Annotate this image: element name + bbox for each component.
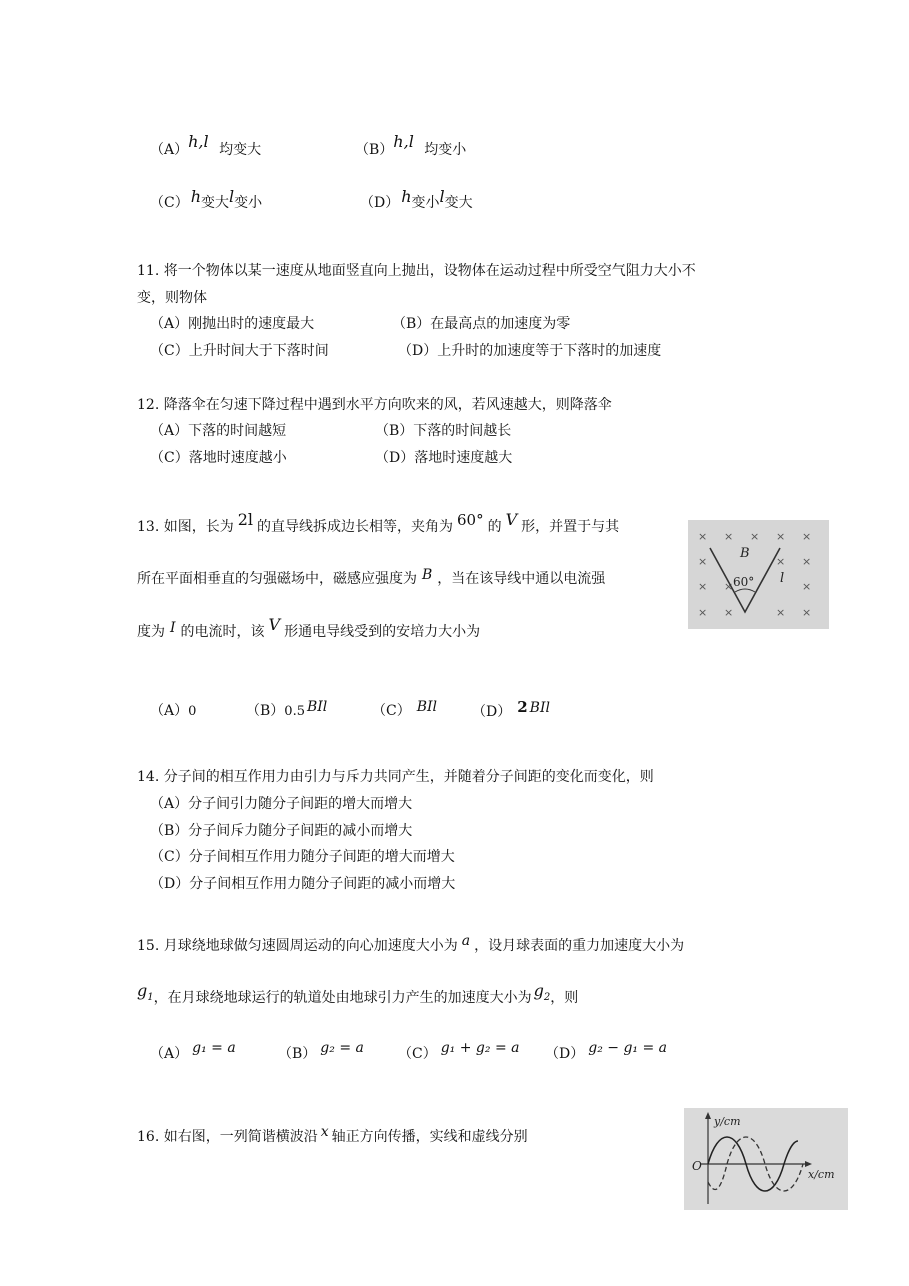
- q15-option-d: （D） g₂ − g₁ = a: [545, 1040, 667, 1062]
- y-axis-arrow-icon: [705, 1112, 711, 1119]
- field-cross-icon: ×: [776, 530, 786, 543]
- q15-option-a: （A） g₁ = a: [150, 1040, 236, 1062]
- q13-stem-line1: 13. 如图，长为 2l 的直导线拆成边长相等，夹角为 60° 的 V 形，并置于与其: [137, 510, 620, 535]
- field-cross-icon: ×: [802, 530, 812, 543]
- x-axis-label: x/cm: [808, 1168, 835, 1181]
- x-axis-arrow-icon: [805, 1161, 812, 1167]
- q10-option-a: （A）h,l 均变大: [150, 132, 262, 158]
- q11-stem-line2: 变，则物体: [137, 290, 207, 306]
- q15-stem-line2: $g_1$，在月球绕地球运行的轨道处由地球引力产生的加速度大小为 $g_2$，则: [137, 981, 579, 1006]
- q15-stem-line1: 15. 月球绕地球做匀速圆周运动的向心加速度大小为 a ，设月球表面的重力加速度大小为: [137, 933, 685, 954]
- field-cross-icon: ×: [698, 580, 708, 593]
- q11-option-d: （D）上升时的加速度等于下落时的加速度: [398, 343, 662, 359]
- q13-stem-line2: 所在平面相垂直的匀强磁场中，磁感应强度为 B ，当在该导线中通以电流强: [137, 567, 606, 587]
- q13-option-d: （D） 2 BIl: [472, 698, 550, 720]
- q13-figure-svg: [688, 520, 829, 629]
- field-cross-icon: ×: [698, 555, 708, 568]
- cross-marks: [698, 530, 811, 619]
- q14-option-d: （D）分子间相互作用力随分子间距的减小而增大: [150, 876, 456, 892]
- q12-option-b: （B）下落的时间越长: [375, 423, 512, 439]
- field-cross-icon: ×: [802, 555, 812, 568]
- q15-option-c: （C） g₁ + g₂ = a: [398, 1040, 520, 1062]
- field-cross-icon: ×: [698, 606, 708, 619]
- angle-arc: [735, 589, 755, 592]
- angle-label: 60°: [733, 575, 755, 589]
- q16-wave-figure: [684, 1108, 848, 1210]
- q13-option-c: （C） BIl: [372, 699, 438, 719]
- q11-stem-line1: 11. 将一个物体以某一速度从地面竖直向上抛出，设物体在运动过程中所受空气阻力大小不: [137, 263, 696, 279]
- q12-option-a: （A）下落的时间越短: [150, 423, 287, 439]
- g1-symbol: $g_1$: [137, 981, 154, 1004]
- q11-option-c: （C）上升时间大于下落时间: [150, 343, 329, 359]
- field-cross-icon: ×: [776, 606, 786, 619]
- field-cross-icon: ×: [802, 580, 812, 593]
- field-cross-icon: ×: [750, 530, 760, 543]
- q11-option-a: （A）刚抛出时的速度最大: [150, 316, 315, 332]
- q13-option-a: （A）0: [150, 703, 197, 719]
- q10-option-b: （B）h,l 均变小: [355, 132, 467, 158]
- q10-option-c: （C） h变大l变小: [150, 187, 263, 211]
- q15-option-b: （B） g₂ = a: [278, 1040, 364, 1062]
- q10-option-d: （D） h变小l变大: [360, 187, 473, 211]
- q12-stem: 12. 降落伞在匀速下降过程中遇到水平方向吹来的风，若风速越大，则降落伞: [137, 397, 612, 413]
- q13-option-b: （B）0.5 BIl: [246, 699, 328, 719]
- q14-option-c: （C）分子间相互作用力随分子间距的增大而增大: [150, 849, 455, 865]
- q12-option-d: （D）落地时速度越大: [375, 450, 513, 466]
- q12-option-c: （C）落地时速度越小: [150, 450, 287, 466]
- field-cross-icon: ×: [724, 580, 734, 593]
- length-label: l: [780, 571, 785, 586]
- field-label-b: B: [740, 546, 750, 561]
- g2-symbol: $g_2$: [533, 981, 551, 1004]
- field-cross-icon: ×: [724, 606, 734, 619]
- origin-label: O: [692, 1159, 702, 1173]
- field-cross-icon: ×: [802, 606, 812, 619]
- field-cross-icon: ×: [724, 530, 734, 543]
- q16-figure-svg: [684, 1108, 848, 1210]
- q11-option-b: （B）在最高点的加速度为零: [392, 316, 571, 332]
- q14-option-b: （B）分子间斥力随分子间距的减小而增大: [150, 823, 413, 839]
- field-cross-icon: ×: [776, 555, 786, 568]
- field-cross-icon: ×: [698, 530, 708, 543]
- y-axis-label: y/cm: [714, 1115, 741, 1128]
- q13-magnetic-field-figure: [688, 520, 829, 629]
- q14-stem: 14. 分子间的相互作用力由引力与斥力共同产生，并随着分子间距的变化而变化，则: [137, 769, 654, 785]
- q16-stem: 16. 如右图，一列简谐横波沿 x 轴正方向传播，实线和虚线分别: [137, 1124, 528, 1145]
- q13-stem-line3: 度为 I 的电流时，该 V 形通电导线受到的安培力大小为: [137, 615, 481, 640]
- q14-option-a: （A）分子间引力随分子间距的增大而增大: [150, 796, 413, 812]
